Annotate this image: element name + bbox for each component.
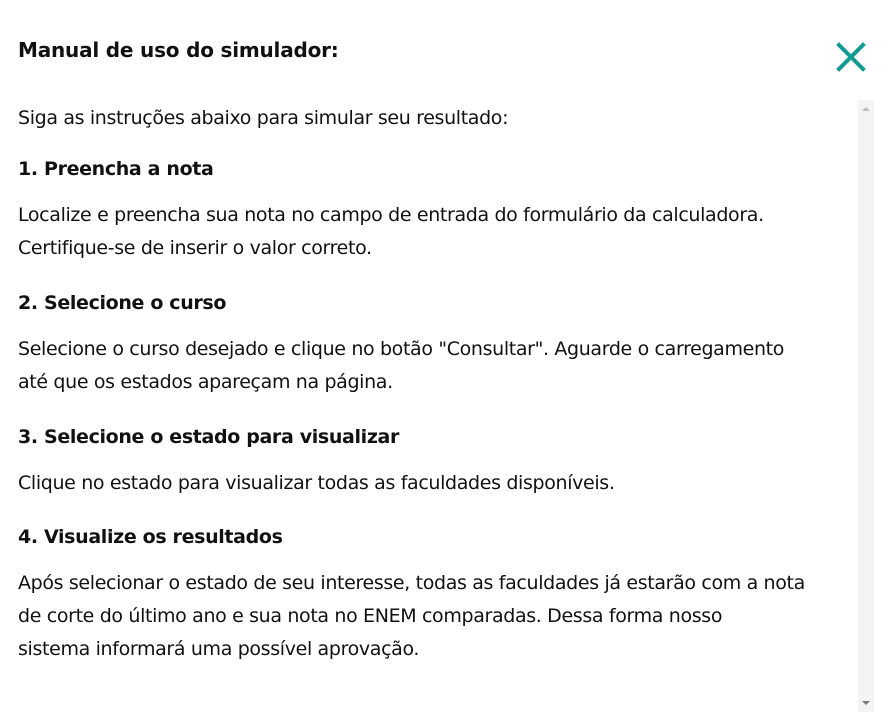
scroll-up-arrow-icon[interactable] [861, 104, 871, 114]
manual-content[interactable] [0, 100, 858, 712]
step-text-line: Clique no estado para visualizar todas as faculdades disponíveis. [18, 472, 615, 494]
step-text-line: Certifique-se de inserir o valor correto. [18, 237, 372, 259]
step-title-view-results: 4. Visualize os resultados [18, 526, 283, 548]
step-text-line: sistema informará uma possível aprovação. [18, 638, 420, 660]
step-text-line: Localize e preencha sua nota no campo de entrada do formulário da calculadora. [18, 204, 764, 226]
scroll-down-arrow-icon[interactable] [861, 698, 871, 708]
vertical-scrollbar[interactable] [858, 100, 874, 712]
step-title-fill-score: 1. Preencha a nota [18, 158, 214, 180]
step-title-select-course: 2. Selecione o curso [18, 292, 227, 314]
step-title-select-state: 3. Selecione o estado para visualizar [18, 426, 400, 448]
intro-text: Siga as instruções abaixo para simular seu resultado: [18, 107, 509, 129]
step-text-line: Selecione o curso desejado e clique no botão "Consultar". Aguarde o carregamento [18, 338, 785, 360]
modal-title: Manual de uso do simulador: [18, 38, 339, 62]
close-icon [834, 40, 868, 74]
step-text-line: até que os estados apareçam na página. [18, 371, 393, 393]
close-button[interactable] [834, 40, 868, 74]
step-text-line: Após selecionar o estado de seu interesse, todas as faculdades já estarão com a nota [18, 572, 805, 594]
step-text-line: de corte do último ano e sua nota no ENEM comparadas. Dessa forma nosso [18, 605, 723, 627]
